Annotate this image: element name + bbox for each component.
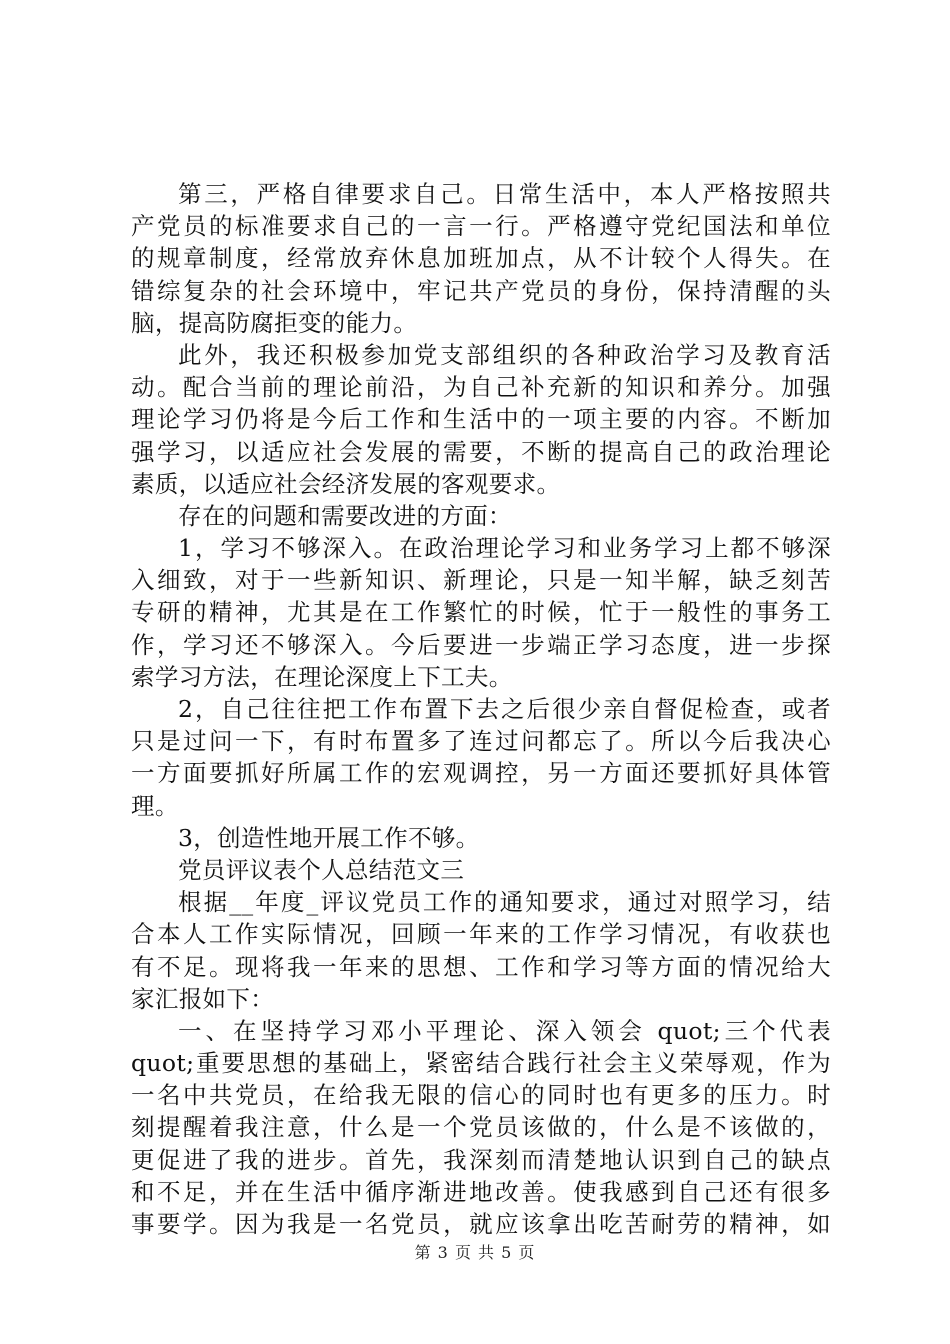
text-line: 一、在坚持学习邓小平理论、深入领会 quot;三个代表 bbox=[178, 1016, 831, 1045]
text-line: 合本人工作实际情况，回顾一年来的工作学习情况，有收获也 bbox=[131, 920, 831, 949]
text-line: 一名中共党员，在给我无限的信心的同时也有更多的压力。时 bbox=[131, 1081, 831, 1110]
text-line: 的规章制度，经常放弃休息加班加点，从不计较个人得失。在 bbox=[131, 244, 831, 273]
text-line: 素质，以适应社会经济发展的客观要求。 bbox=[131, 469, 561, 498]
text-line: 一方面要抓好所属工作的宏观调控，另一方面还要抓好具体管 bbox=[131, 759, 831, 788]
text-line: 第三，严格自律要求自己。日常生活中，本人严格按照共 bbox=[178, 180, 831, 208]
text-line: 存在的问题和需要改进的方面： bbox=[178, 501, 512, 530]
text-line: 强学习，以适应社会发展的需要，不断的提高自己的政治理论 bbox=[131, 437, 831, 466]
text-line: 专研的精神，尤其是在工作繁忙的时候，忙于一般性的事务工 bbox=[131, 598, 831, 627]
text-line: 更促进了我的进步。首先，我深刻而清楚地认识到自己的缺点 bbox=[131, 1145, 831, 1174]
text-line: 作，学习还不够深入。今后要进一步端正学习态度，进一步探 bbox=[131, 630, 831, 659]
page-footer: 第 3 页 共 5 页 bbox=[414, 1243, 536, 1262]
text-line: 家汇报如下： bbox=[131, 984, 275, 1013]
text-line: 只是过问一下，有时布置多了连过问都忘了。所以今后我决心 bbox=[131, 727, 831, 756]
text-line: quot;重要思想的基础上，紧密结合践行社会主义荣辱观，作为 bbox=[131, 1049, 831, 1078]
text-line: 入细致，对于一些新知识、新理论，只是一知半解，缺乏刻苦 bbox=[131, 566, 831, 595]
text-line: 根据__年度_评议党员工作的通知要求，通过对照学习，结 bbox=[178, 888, 831, 917]
text-line: 理。 bbox=[131, 791, 179, 820]
text-line: 3，创造性地开展工作不够。 bbox=[178, 823, 480, 852]
text-line: 产党员的标准要求自己的一言一行。严格遵守党纪国法和单位 bbox=[131, 212, 831, 241]
text-line: 有不足。现将我一年来的思想、工作和学习等方面的情况给大 bbox=[131, 952, 831, 981]
text-line: 脑，提高防腐拒变的能力。 bbox=[131, 308, 418, 337]
text-line: 党员评议表个人总结范文三 bbox=[178, 855, 465, 884]
text-line: 此外，我还积极参加党支部组织的各种政治学习及教育活 bbox=[178, 340, 831, 369]
text-line: 索学习方法，在理论深度上下工夫。 bbox=[131, 662, 513, 691]
text-line: 和不足，并在生活中循序渐进地改善。使我感到自己还有很多 bbox=[131, 1177, 831, 1206]
text-line: 理论学习仍将是今后工作和生活中的一项主要的内容。不断加 bbox=[131, 405, 831, 434]
text-line: 刻提醒着我注意，什么是一个党员该做的，什么是不该做的， bbox=[131, 1113, 831, 1142]
text-line: 2，自己往往把工作布置下去之后很少亲自督促检查，或者 bbox=[178, 695, 831, 723]
document-body bbox=[131, 178, 831, 1240]
text-line: 错综复杂的社会环境中，牢记共产党员的身份，保持清醒的头 bbox=[131, 276, 831, 305]
text-line: 动。配合当前的理论前沿，为自己补充新的知识和养分。加强 bbox=[131, 373, 831, 402]
text-line: 事要学。因为我是一名党员，就应该拿出吃苦耐劳的精神，如 bbox=[131, 1210, 831, 1238]
text-line: 1，学习不够深入。在政治理论学习和业务学习上都不够深 bbox=[178, 534, 831, 563]
